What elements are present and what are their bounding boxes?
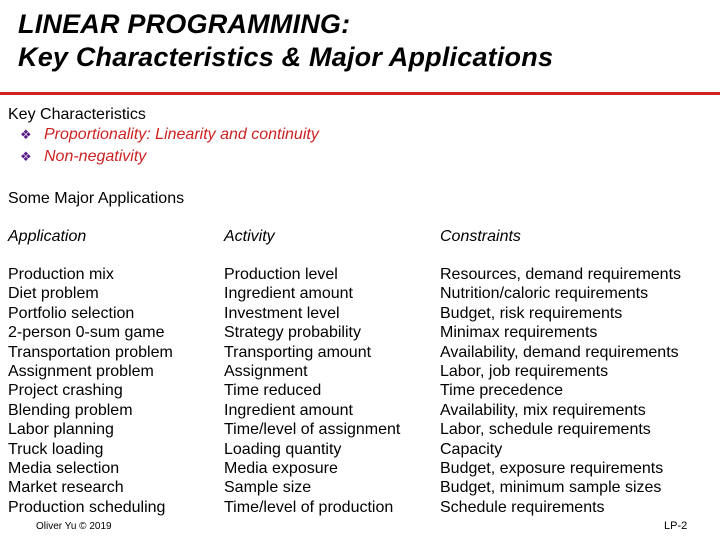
- table-cell: Production scheduling: [8, 498, 166, 516]
- table-cell: Truck loading: [8, 440, 104, 458]
- constraints-column: [440, 227, 681, 517]
- table-cell: Minimax requirements: [440, 324, 598, 342]
- table-cell: Strategy probability: [224, 324, 361, 342]
- table-cell: Portfolio selection: [8, 304, 135, 322]
- table-cell: Nutrition/caloric requirements: [440, 285, 649, 303]
- table-cell: Production level: [224, 266, 338, 283]
- diamond-bullet-icon: ❖: [20, 127, 32, 142]
- characteristic-text: Proportionality: Linearity and continuity: [44, 126, 319, 143]
- table-cell: Availability, demand requirements: [440, 343, 679, 361]
- table-cell: Sample size: [224, 479, 312, 497]
- table-cell: Schedule requirements: [440, 498, 605, 516]
- table-cell: 2-person 0-sum game: [8, 324, 165, 342]
- activity-column: [224, 227, 400, 517]
- application-column-items: [8, 265, 173, 517]
- table-cell: Budget, risk requirements: [440, 304, 623, 322]
- table-cell: Time precedence: [440, 382, 564, 400]
- table-cell: Production mix: [8, 266, 114, 283]
- table-cell: Media selection: [8, 460, 120, 478]
- table-cell: Time/level of production: [224, 498, 394, 516]
- table-cell: Assignment problem: [8, 363, 154, 381]
- activity-column-header: Activity: [224, 228, 275, 245]
- activity-column-items: [224, 265, 400, 517]
- table-cell: Loading quantity: [224, 440, 342, 458]
- table-cell: Time reduced: [224, 382, 322, 400]
- table-cell: Transporting amount: [224, 343, 372, 361]
- table-cell: Transportation problem: [8, 343, 173, 361]
- table-cell: Budget, minimum sample sizes: [440, 479, 662, 497]
- key-characteristics-heading: Key Characteristics: [8, 106, 146, 123]
- characteristic-item: [20, 124, 319, 146]
- title-line-1: LINEAR PROGRAMMING:: [18, 9, 351, 39]
- characteristic-text: Non-negativity: [44, 148, 147, 165]
- characteristic-item: [20, 146, 319, 168]
- application-column: [8, 227, 173, 517]
- table-cell: Ingredient amount: [224, 285, 353, 303]
- table-cell: Assignment: [224, 363, 308, 381]
- table-cell: Investment level: [224, 304, 340, 322]
- application-column-header: Application: [8, 228, 87, 245]
- key-characteristics-list: [20, 124, 319, 168]
- table-cell: Resources, demand requirements: [440, 266, 682, 283]
- slide-title: [18, 8, 553, 74]
- constraints-column-items: [440, 265, 681, 517]
- table-cell: Market research: [8, 479, 124, 497]
- table-cell: Ingredient amount: [224, 401, 353, 419]
- table-cell: Media exposure: [224, 460, 338, 478]
- page-number: LP-2: [664, 520, 688, 532]
- table-cell: Blending problem: [8, 401, 133, 419]
- table-cell: Time/level of assignment: [224, 421, 401, 439]
- table-cell: Availability, mix requirements: [440, 401, 646, 419]
- diamond-bullet-icon: ❖: [20, 149, 32, 164]
- constraints-column-header: Constraints: [440, 228, 521, 245]
- title-divider: [0, 92, 720, 95]
- table-cell: Budget, exposure requirements: [440, 460, 664, 478]
- table-cell: Labor, schedule requirements: [440, 421, 651, 439]
- applications-heading: Some Major Applications: [8, 190, 185, 207]
- title-line-2: Key Characteristics & Major Applications: [18, 42, 554, 72]
- table-cell: Labor, job requirements: [440, 363, 609, 381]
- table-cell: Project crashing: [8, 382, 123, 400]
- table-cell: Diet problem: [8, 285, 99, 303]
- author-credit: Oliver Yu © 2019: [36, 521, 112, 532]
- table-cell: Capacity: [440, 440, 503, 458]
- table-cell: Labor planning: [8, 421, 114, 439]
